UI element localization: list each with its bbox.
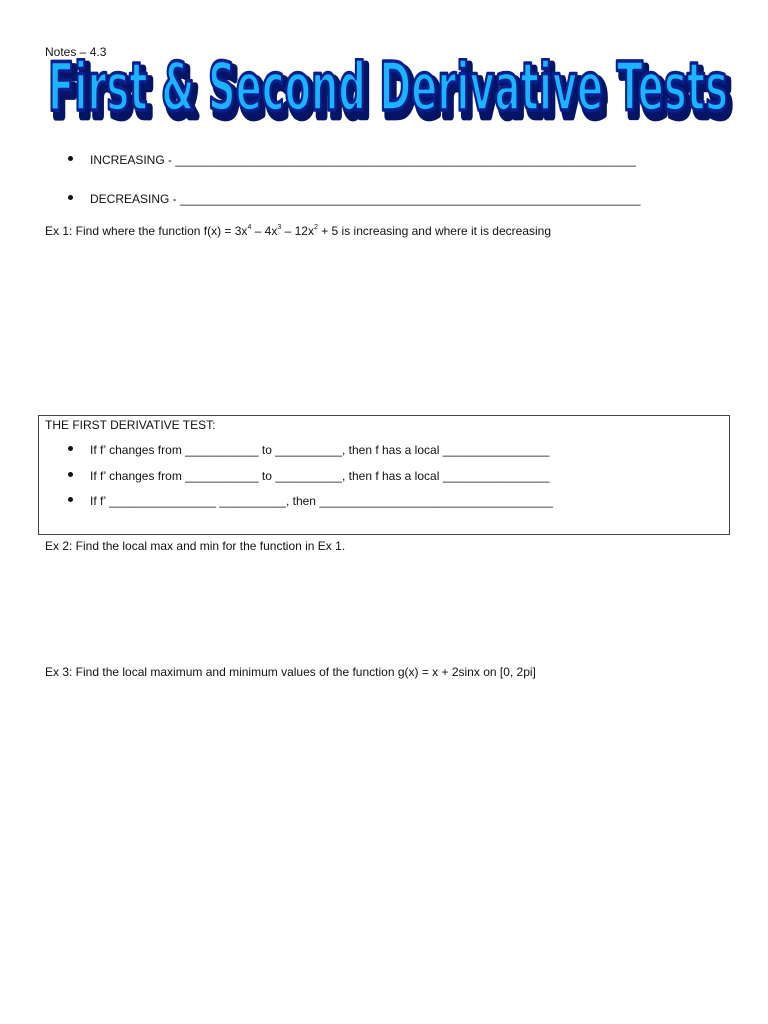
decreasing-definition xyxy=(68,192,641,206)
notes-label: Notes – 4.3 xyxy=(45,45,107,59)
bullet-icon xyxy=(68,497,73,502)
fdt-rule-2 xyxy=(68,469,549,483)
title-text: First & Second Derivative Tests xyxy=(48,58,729,127)
title-wordart xyxy=(40,58,740,138)
example-1 xyxy=(45,224,551,238)
bullet-icon xyxy=(68,446,73,451)
fdt-rule-1 xyxy=(68,443,549,457)
first-derivative-test-title: THE FIRST DERIVATIVE TEST: xyxy=(45,418,216,432)
fdt-rule-1-text: If f’ changes from ___________ to __________, then f has a local ________________ xyxy=(90,443,550,457)
ex1-part2: – 4x xyxy=(251,224,278,238)
page-title xyxy=(40,58,740,138)
ex1-exponent-2: 2 xyxy=(313,224,318,231)
fdt-rule-3-text: If f’ ________________ __________, then ___________________________________ xyxy=(90,494,553,508)
ex1-part3: – 12x xyxy=(281,224,314,238)
ex1-exponent-4: 4 xyxy=(247,224,252,231)
fdt-rule-2-text: If f’ changes from ___________ to __________, then f has a local ________________ xyxy=(90,469,550,483)
increasing-definition xyxy=(68,153,636,167)
ex1-exponent-3: 3 xyxy=(277,224,282,231)
decreasing-text: DECREASING - _____________________________________________________________________ xyxy=(90,192,641,206)
ex1-suffix: + 5 is increasing and where it is decreasing xyxy=(317,224,552,238)
bullet-icon xyxy=(68,472,73,477)
title-shadow-text: First & Second Derivative Tests xyxy=(52,58,733,133)
ex1-prefix: Ex 1: Find where the function f(x) = 3x xyxy=(45,224,248,238)
fdt-rule-3 xyxy=(68,494,553,508)
increasing-text: INCREASING - _____________________________________________________________________ xyxy=(90,153,636,167)
bullet-icon xyxy=(68,195,73,200)
example-3: Ex 3: Find the local maximum and minimum values of the function g(x) = x + 2sinx on [0, 2pi] xyxy=(45,665,536,679)
example-2: Ex 2: Find the local max and min for the function in Ex 1. xyxy=(45,539,346,553)
bullet-icon xyxy=(68,156,73,161)
